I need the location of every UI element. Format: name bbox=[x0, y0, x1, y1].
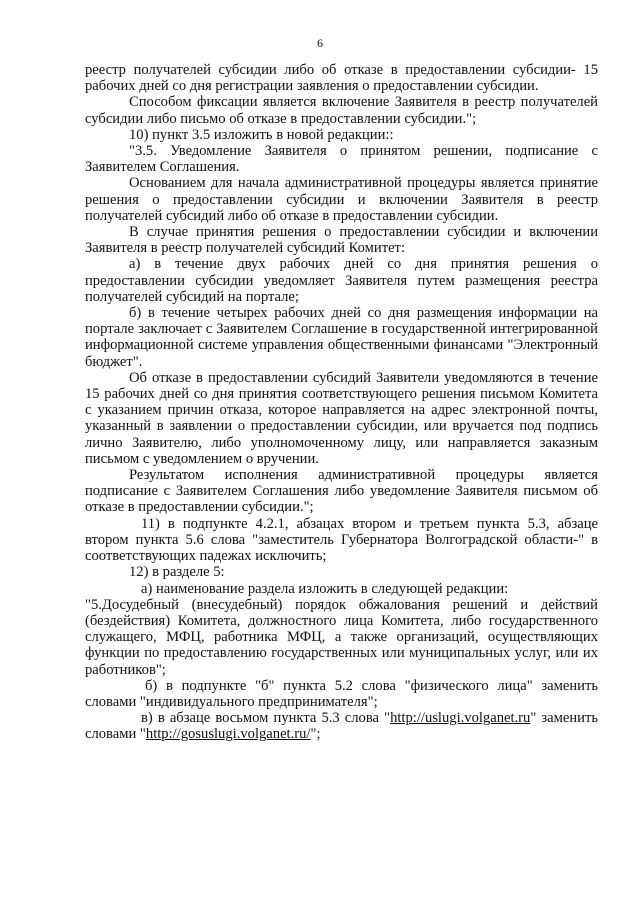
paragraph: 10) пункт 3.5 изложить в новой редакции:: bbox=[129, 126, 394, 143]
document-body bbox=[85, 62, 598, 743]
paragraph: "5.Досудебный (внесудебный) порядок обжалования решений и действий (бездействия) Комитета, должностного лица Комитета, либо государственного служащего, МФЦ, работника МФЦ, а также организаций, осуществляющих функции по предоставлению государственных или муниципальных услуг, или их работников"; bbox=[85, 596, 598, 678]
link-uslugi[interactable]: http://uslugi.volganet.ru bbox=[390, 710, 531, 727]
paragraph: Результатом исполнения административной процедуры является подписание с Заявителем Соглашения либо уведомление Заявителя письмом об отказе в предоставлении субсидии."; bbox=[85, 467, 598, 516]
paragraph: 11) в подпункте 4.2.1, абзацах втором и третьем пункта 5.3, абзаце втором пункта 5.6 слова "заместитель Губернатора Волгоградской области-" в соответствующих падежах исключить; bbox=[85, 515, 598, 565]
paragraph: б) в течение четырех рабочих дней со дня размещения информации на портале заключает с Заявителем Соглашение в государственной интегрированной информационной системе управления общественными финансами "Электронный бюджет". bbox=[85, 305, 598, 370]
paragraph: а) в течение двух рабочих дней со дня принятия решения о предоставлении субсидии уведомляет Заявителя путем размещения реестра получателей субсидий на портале; bbox=[85, 256, 598, 305]
paragraph-last bbox=[85, 710, 598, 742]
paragraph: Об отказе в предоставлении субсидий Заявители уведомляются в течение 15 рабочих дней со дня принятия соответствующего решения письмом Комитета с указанием причин отказа, которое направляется на адрес электронной почты, указанный в заявлении о предоставлении субсидии, или вручается под подпись лично Заявителю, либо уполномоченному лицу, или направляется заказным письмом с уведомлением о вручении. bbox=[85, 369, 598, 467]
paragraph: Основанием для начала административной процедуры является принятие решения о предоставлении субсидии и включении Заявителя в реестр получателей субсидий либо об отказе в предоставлении субсидии. bbox=[85, 175, 598, 224]
paragraph: а) наименование раздела изложить в следующей редакции: bbox=[141, 580, 509, 597]
last-text-before: в) в абзаце восьмом пункта 5.3 слова " bbox=[141, 710, 391, 727]
paragraph: 12) в разделе 5: bbox=[129, 564, 225, 581]
page-number: 6 bbox=[317, 36, 323, 50]
paragraph: В случае принятия решения о предоставлении субсидии и включении Заявителя в реестр получателей субсидий Комитет: bbox=[85, 224, 598, 257]
paragraph: "3.5. Уведомление Заявителя о принятом решении, подписание с Заявителем Соглашения. bbox=[85, 143, 598, 176]
paragraph: реестр получателей субсидии либо об отказе в предоставлении субсидии- 15 рабочих дней со дня регистрации заявления о предоставлении субсидии. bbox=[85, 62, 598, 95]
last-text-after: "; bbox=[310, 726, 321, 743]
paragraph: б) в подпункте "б" пункта 5.2 слова "физического лица" заменить словами "индивидуального предпринимателя"; bbox=[85, 677, 598, 710]
link-gosuslugi[interactable]: http://gosuslugi.volganet.ru/ bbox=[145, 726, 311, 743]
paragraph: Способом фиксации является включение Заявителя в реестр получателей субсидии либо письмо об отказе в предоставлении субсидии."; bbox=[85, 94, 598, 127]
last-text-middle: " заменить словами " bbox=[85, 710, 599, 743]
